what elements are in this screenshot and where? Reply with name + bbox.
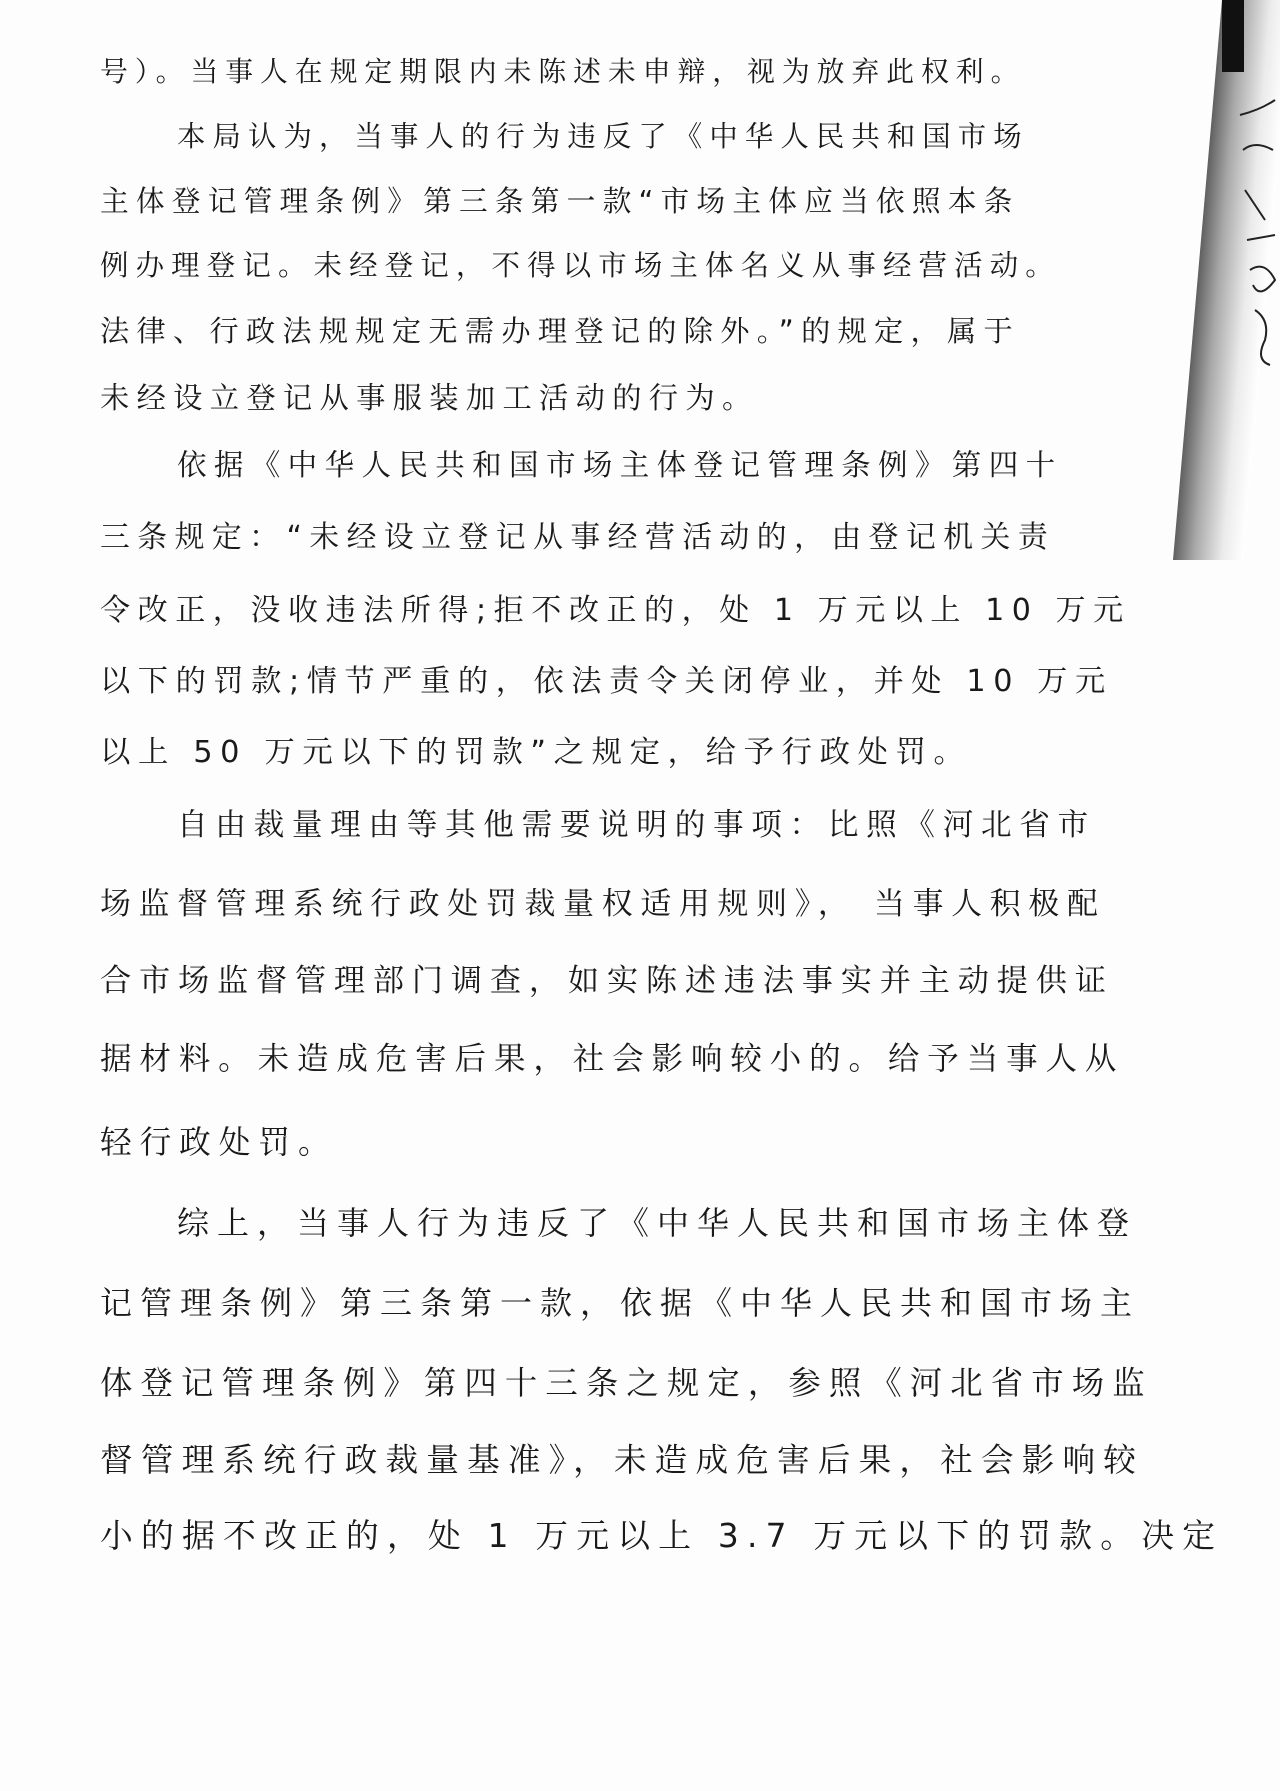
binding-shadow [1222,0,1244,72]
text-line: 例办理登记。未经登记，不得以市场主体名义从事经营活动。 [100,249,1061,282]
text-line: 综上，当事人行为违反了《中华人民共和国市场主体登 [177,1204,1138,1242]
text-line: 体登记管理条例》第四十三条之规定，参照《河北省市场监 [100,1364,1153,1402]
text-line: 本局认为，当事人的行为违反了《中华人民共和国市场 [177,120,1029,153]
text-line: 自由裁量理由等其他需要说明的事项：比照《河北省市 [177,808,1096,843]
text-line: 依据《中华人民共和国市场主体登记管理条例》第四十 [177,448,1063,482]
text-line: 记管理条例》第三条第一款，依据《中华人民共和国市场主 [100,1284,1141,1322]
text-line: 未经设立登记从事服装加工活动的行为。 [100,381,759,415]
text-line: 法律、行政法规规定无需办理登记的除外。”的规定，属于 [100,314,1021,348]
text-line: 场监督管理系统行政处罚裁量权适用规则》， 当事人积极配 [100,886,1106,922]
text-line: 据材料。未造成危害后果，社会影响较小的。给予当事人从 [100,1041,1125,1077]
text-line: 主体登记管理条例》第三条第一款“市场主体应当依照本条 [100,184,1020,218]
text-line: 合市场监督管理部门调查，如实陈述违法事实并主动提供证 [100,963,1114,999]
text-line: 令改正，没收违法所得;拒不改正的，处 1 万元以上 10 万元 [100,593,1131,628]
text-line: 小的据不改正的，处 1 万元以上 3.7 万元以下的罚款。决定 [100,1517,1224,1555]
text-line: 三条规定：“未经设立登记从事经营活动的，由登记机关责 [100,520,1056,555]
text-line: 督管理系统行政裁量基准》，未造成危害后果，社会影响较 [100,1441,1145,1479]
text-line: 以下的罚款;情节严重的，依法责令关闭停业，并处 10 万元 [100,664,1113,699]
text-line: 号）。当事人在规定期限内未陈述未申辩，视为放弃此权利。 [100,55,1026,88]
text-line: 轻行政处罚。 [100,1125,338,1161]
text-line: 以上 50 万元以下的罚款”之规定，给予行政处罚。 [100,735,972,770]
handwriting-mark-icon [1235,70,1280,370]
